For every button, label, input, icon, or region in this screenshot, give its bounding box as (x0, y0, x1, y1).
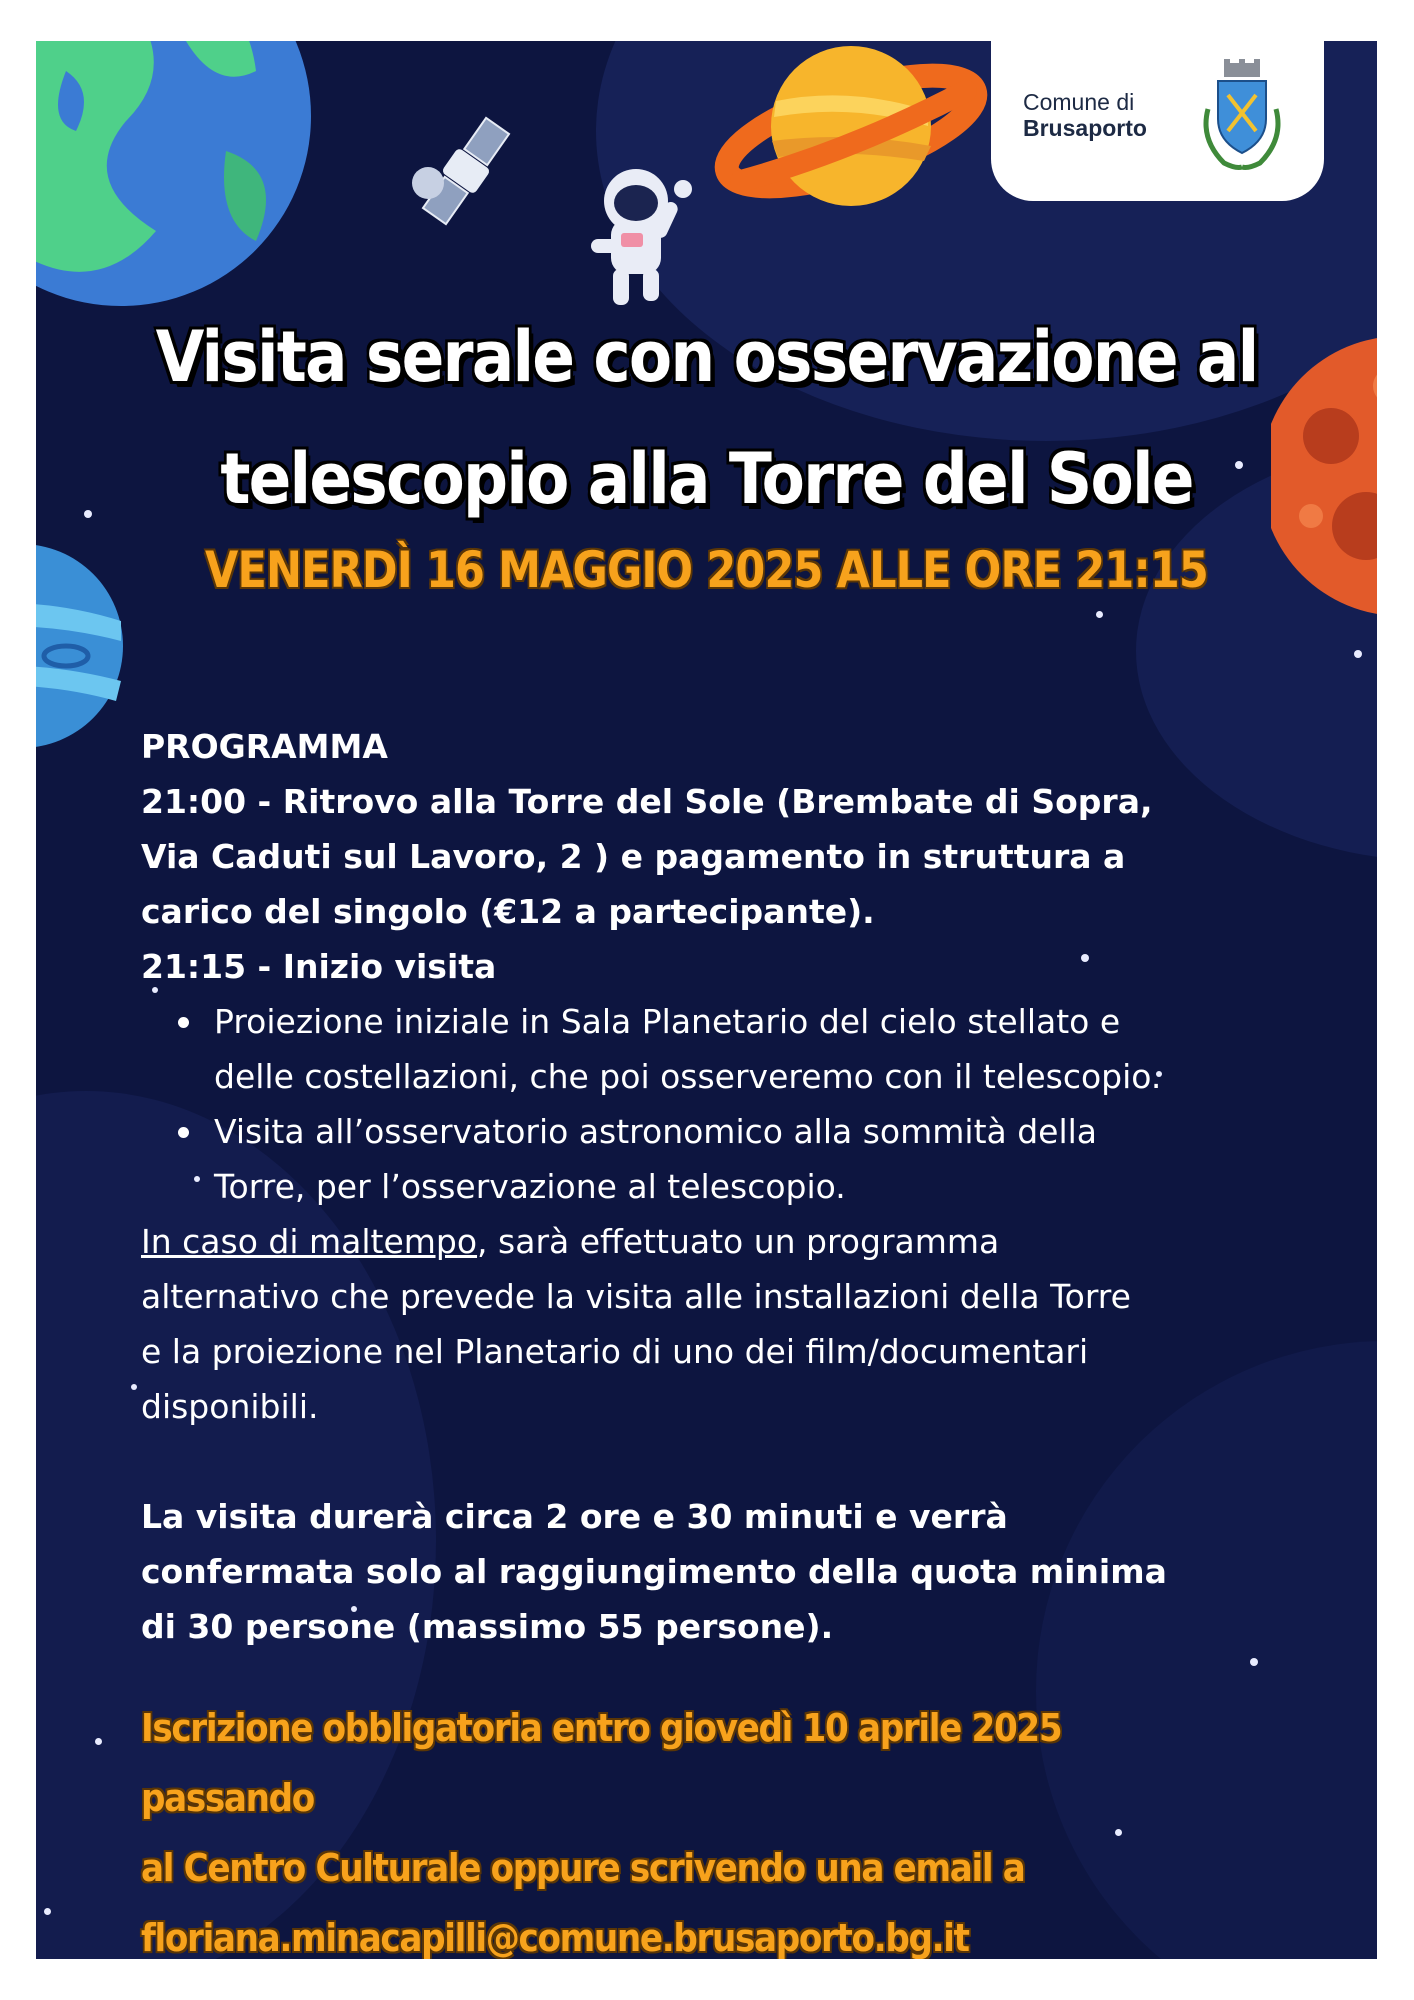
saturn-planet-icon (706, 41, 996, 231)
program-section (141, 719, 1271, 1654)
poster (36, 41, 1377, 1959)
bad-weather-line2: alternativo che prevede la visita alle installazioni della Torre (141, 1277, 1131, 1316)
program-bullet (214, 994, 1271, 1104)
coat-of-arms-icon (1194, 59, 1290, 175)
program-item1-line3: carico del singolo (€12 a partecipante). (141, 892, 875, 931)
star-dot (44, 1908, 51, 1915)
mars-planet-icon (1271, 326, 1377, 626)
program-bullet1-line1: Proiezione iniziale in Sala Planetario del cielo stellato e (214, 1002, 1121, 1041)
bad-weather-note (141, 1214, 1271, 1434)
neptune-planet-icon (36, 541, 126, 751)
municipality-logo-card (991, 41, 1324, 201)
star-dot (1250, 1658, 1258, 1666)
satellite-icon (406, 111, 526, 231)
event-title-line1: Visita serale con osservazione al (155, 316, 1258, 398)
program-item1-line1: 21:00 - Ritrovo alla Torre del Sole (Brembate di Sopra, (141, 782, 1153, 821)
star-dot (1096, 611, 1103, 618)
star-dot (95, 1738, 102, 1745)
program-heading: PROGRAMMA (141, 727, 388, 766)
event-date: VENERDÌ 16 MAGGIO 2025 ALLE ORE 21:15 (205, 541, 1208, 599)
municipality-name-line2: Brusaporto (1023, 115, 1147, 142)
bad-weather-line4: disponibili. (141, 1387, 319, 1426)
star-dot (84, 510, 92, 518)
program-bullet1-line2: delle costellazioni, che poi osserveremo con il telescopio. (214, 1057, 1162, 1096)
bad-weather-label: In caso di maltempo (141, 1222, 478, 1261)
bad-weather-line1: , sarà effettuato un programma (477, 1222, 1000, 1261)
program-bullet2-line1: Visita all’osservatorio astronomico alla sommità della (214, 1112, 1098, 1151)
duration-line1: La visita durerà circa 2 ore e 30 minuti e verrà (141, 1497, 1008, 1536)
bad-weather-line3: e la proiezione nel Planetario di uno dei film/documentari (141, 1332, 1089, 1371)
astronaut-icon (581, 161, 701, 311)
star-dot (131, 1384, 137, 1390)
program-item1-line2: Via Caduti sul Lavoro, 2 ) e pagamento in struttura a (141, 837, 1126, 876)
program-bullet (214, 1104, 1271, 1214)
registration-email[interactable]: floriana.minacapilli@comune.brusaporto.bg.it (141, 1916, 969, 1959)
duration-line3: di 30 persone (massimo 55 persone). (141, 1607, 834, 1646)
spacer (141, 1434, 1271, 1489)
municipality-name-line1: Comune di (1023, 89, 1135, 115)
program-bullet-list (141, 994, 1271, 1214)
program-bullet2-line2: Torre, per l’osservazione al telescopio. (214, 1167, 846, 1206)
event-title-line2: telescopio alla Torre del Sole (220, 438, 1193, 520)
earth-planet-icon (36, 41, 316, 311)
municipality-name (1023, 89, 1147, 142)
program-item2: 21:15 - Inizio visita (141, 947, 497, 986)
registration-line2: al Centro Culturale oppure scrivendo una email a (141, 1846, 1025, 1890)
event-title (139, 296, 1274, 540)
duration-line2: confermata solo al raggiungimento della quota minima (141, 1552, 1167, 1591)
registration-line1: Iscrizione obbligatoria entro giovedì 10 aprile 2025 passando (141, 1706, 1062, 1820)
star-dot (1354, 650, 1362, 658)
registration-info (141, 1693, 1176, 1959)
